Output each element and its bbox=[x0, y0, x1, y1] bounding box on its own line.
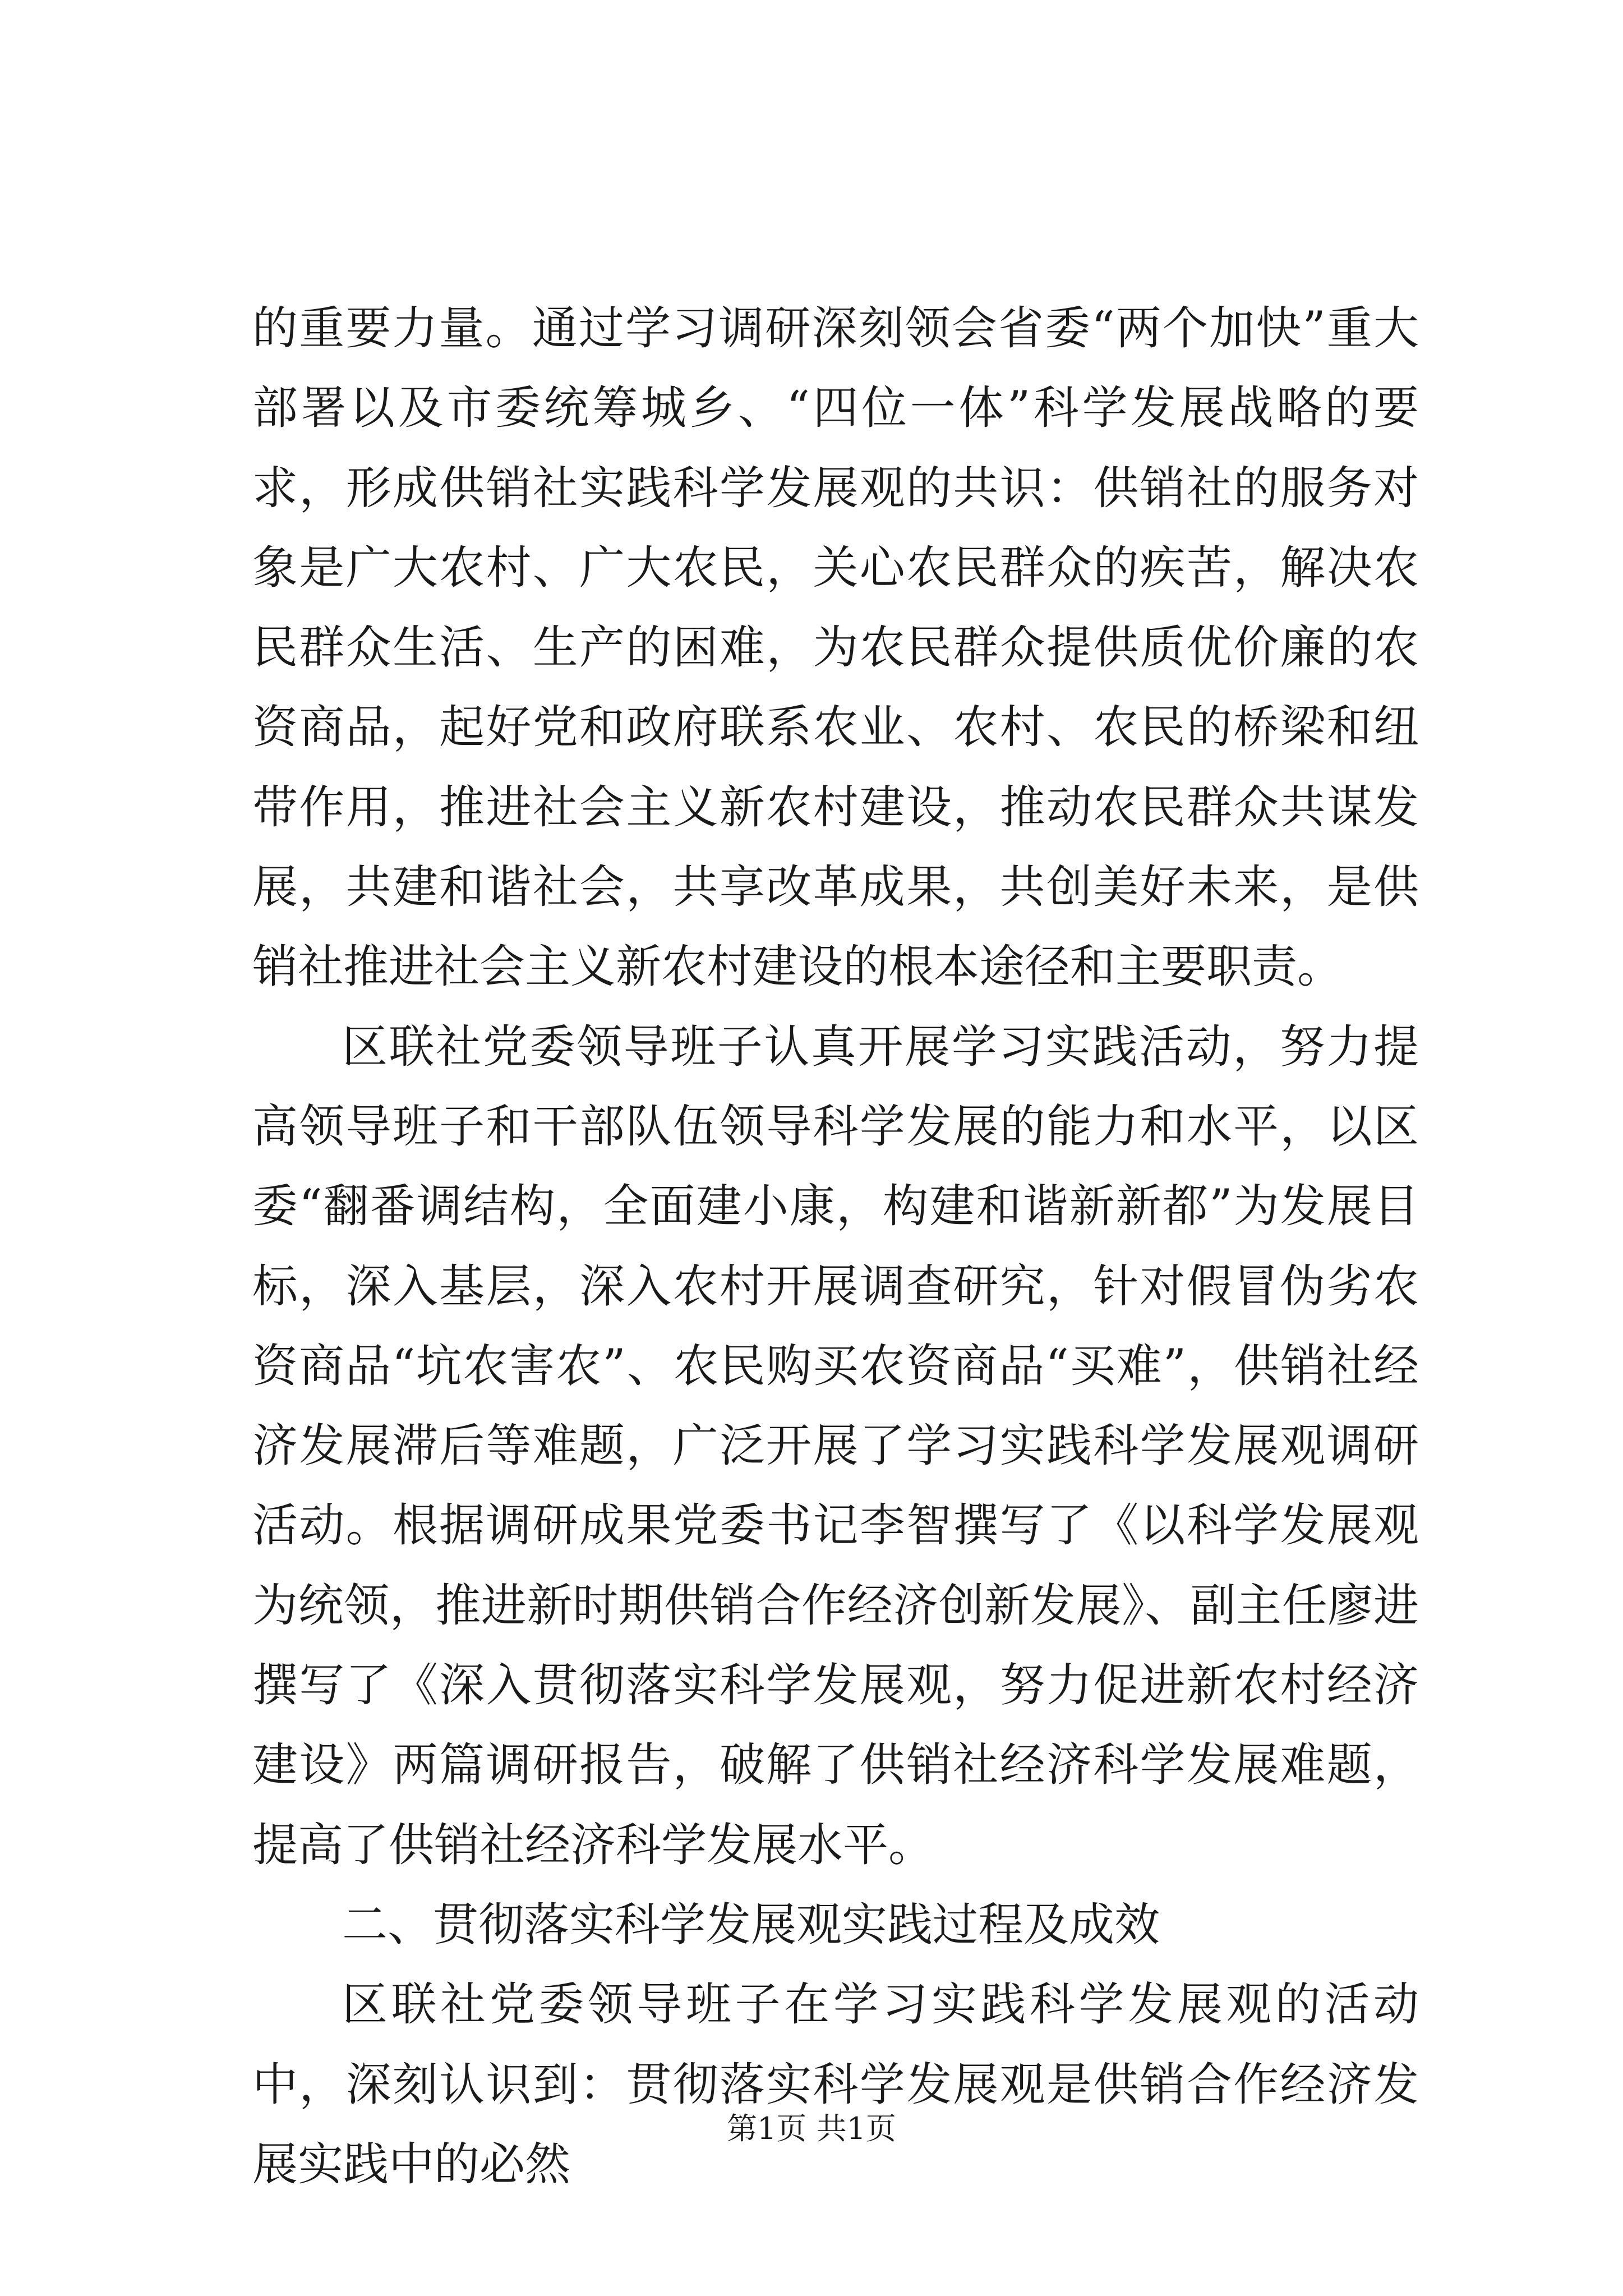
section-heading: 二、贯彻落实科学发展观实践过程及成效 bbox=[342, 1898, 1160, 1952]
paragraph-leadership-study: 区联社党委领导班子认真开展学习实践活动，努力提高领导班子和干部队伍领导科学发展的能力和水平，以区委“翻番调结构，全面建小康，构建和谐新新都”为发展目标，深入基层，深入农村开展调查研究，针对假冒伪劣农资商品“坑农害农”、农民购买农资商品“买难”，供销社经济发展滞后等难题，广泛开展了学习实践科学发展观调研活动。根据调研成果党委书记李智撰写了《以科学发展观为统领，推进新时期供销合作经济创新发展》、副主任廖进撰写了《深入贯彻落实科学发展观，努力促进新农村经济建设》两篇调研报告，破解了供销社经济科学发展难题，提高了供销社经济科学发展水平。 bbox=[252, 1020, 1419, 1872]
paragraph-continuation: 的重要力量。通过学习调研深刻领会省委“两个加快”重大部署以及市委统筹城乡、“四位一体”科学发展战略的要求，形成供销社实践科学发展观的共识：供销社的服务对象是广大农村、广大农民，关心农民群众的疾苦，解决农民群众生活、生产的困难，为农民群众提供质优价廉的农资商品，起好党和政府联系农业、农村、农民的桥梁和纽带作用，推进社会主义新农村建设，推动农民群众共谋发展，共建和谐社会，共享改革成果，共创美好未来，是供销社推进社会主义新农村建设的根本途径和主要职责。 bbox=[252, 302, 1419, 994]
paragraph-practice: 区联社党委领导班子在学习实践科学发展观的活动中，深刻认识到：贯彻落实科学发展观是供销合作经济发展实践中的必然 bbox=[252, 1978, 1419, 2191]
page-footer: 第1页 共1页 bbox=[727, 2111, 896, 2146]
document-body bbox=[252, 289, 1419, 2205]
